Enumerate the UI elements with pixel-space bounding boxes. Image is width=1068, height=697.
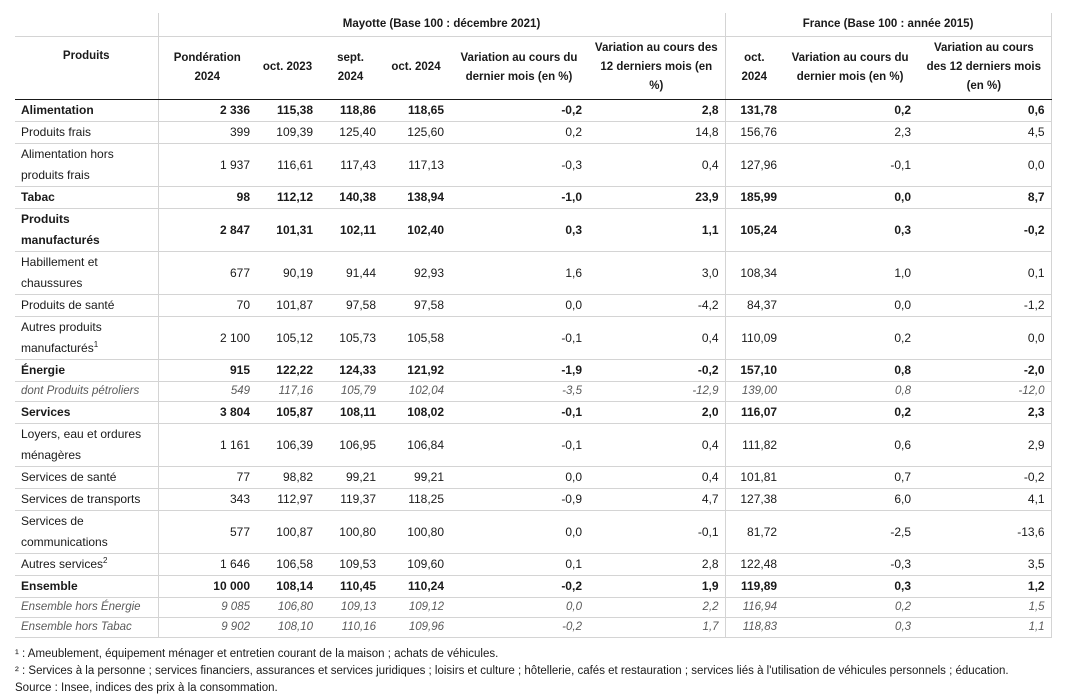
row-label-text: Tabac	[21, 190, 55, 204]
cell-value: 1 937	[158, 144, 256, 187]
cell-value: 1,1	[917, 618, 1051, 638]
cell-value: 109,39	[256, 122, 319, 144]
cell-value: 106,58	[256, 554, 319, 576]
row-label	[15, 618, 158, 638]
cell-value: 122,22	[256, 360, 319, 382]
table-row	[15, 122, 1051, 144]
cell-value: -0,2	[917, 209, 1051, 252]
cell-value: 105,58	[382, 317, 450, 360]
row-label-text: Produits manufacturés	[21, 212, 100, 247]
cell-value: 9 902	[158, 618, 256, 638]
cell-value: 9 085	[158, 598, 256, 618]
table-body	[15, 100, 1051, 638]
row-label	[15, 554, 158, 576]
cell-value: 4,7	[588, 489, 725, 511]
cell-value: 121,92	[382, 360, 450, 382]
cell-value: 1,9	[588, 576, 725, 598]
row-label-text: Énergie	[21, 363, 66, 377]
cell-value: 118,83	[725, 618, 783, 638]
table-header	[15, 13, 1051, 100]
column-header-produits: Produits	[15, 37, 158, 100]
cell-value: 116,07	[725, 402, 783, 424]
cell-value: 399	[158, 122, 256, 144]
column-header-oct-2024-france: oct. 2024	[725, 37, 783, 100]
cell-value: 0,0	[783, 295, 917, 317]
cell-value: -12,9	[588, 382, 725, 402]
row-label-text: dont Produits pétroliers	[21, 385, 140, 397]
row-label	[15, 144, 158, 187]
cell-value: -0,2	[917, 467, 1051, 489]
cell-value: 105,73	[319, 317, 382, 360]
table-container	[15, 13, 1051, 697]
row-label-text: Alimentation	[21, 103, 94, 117]
cell-value: 110,16	[319, 618, 382, 638]
cell-value: 112,97	[256, 489, 319, 511]
cell-value: -0,2	[450, 100, 588, 122]
cell-value: 84,37	[725, 295, 783, 317]
column-header-sept-2024: sept. 2024	[319, 37, 382, 100]
cell-value: -3,5	[450, 382, 588, 402]
cell-value: 677	[158, 252, 256, 295]
cell-value: 127,38	[725, 489, 783, 511]
cell-value: -0,1	[450, 424, 588, 467]
column-header-variation-mois-france: Variation au cours du dernier mois (en %)	[783, 37, 917, 100]
cell-value: 115,38	[256, 100, 319, 122]
table-row	[15, 554, 1051, 576]
row-label	[15, 187, 158, 209]
cell-value: 1 161	[158, 424, 256, 467]
cell-value: 100,80	[382, 511, 450, 554]
cell-value: 91,44	[319, 252, 382, 295]
row-label	[15, 424, 158, 467]
cell-value: 117,16	[256, 382, 319, 402]
cell-value: 0,3	[783, 618, 917, 638]
cell-value: 2,8	[588, 100, 725, 122]
cell-value: -0,1	[450, 402, 588, 424]
cell-value: 2 336	[158, 100, 256, 122]
row-label	[15, 598, 158, 618]
cell-value: 108,14	[256, 576, 319, 598]
cell-value: 109,60	[382, 554, 450, 576]
cell-value: 139,00	[725, 382, 783, 402]
row-label	[15, 100, 158, 122]
header-spacer	[15, 13, 158, 37]
cell-value: 125,60	[382, 122, 450, 144]
row-label	[15, 295, 158, 317]
row-label	[15, 360, 158, 382]
cell-value: 101,87	[256, 295, 319, 317]
cell-value: 108,11	[319, 402, 382, 424]
cell-value: 0,4	[588, 317, 725, 360]
row-label-text: Services	[21, 405, 71, 419]
cell-value: 1,7	[588, 618, 725, 638]
cell-value: 0,1	[917, 252, 1051, 295]
cell-value: 100,87	[256, 511, 319, 554]
footnote-marker: 1	[93, 340, 99, 349]
cell-value: 81,72	[725, 511, 783, 554]
cell-value: 0,0	[450, 598, 588, 618]
cell-value: 106,84	[382, 424, 450, 467]
column-header-oct-2023: oct. 2023	[256, 37, 319, 100]
cell-value: 122,48	[725, 554, 783, 576]
cell-value: 0,0	[783, 187, 917, 209]
row-label	[15, 402, 158, 424]
cell-value: 140,38	[319, 187, 382, 209]
cell-value: -2,5	[783, 511, 917, 554]
cell-value: 14,8	[588, 122, 725, 144]
cell-value: 108,02	[382, 402, 450, 424]
cell-value: 2 100	[158, 317, 256, 360]
table-row	[15, 576, 1051, 598]
cell-value: 111,82	[725, 424, 783, 467]
cell-value: 101,81	[725, 467, 783, 489]
table-row	[15, 467, 1051, 489]
cell-value: 1 646	[158, 554, 256, 576]
table-row	[15, 252, 1051, 295]
table-row	[15, 144, 1051, 187]
cell-value: 0,2	[783, 317, 917, 360]
row-label-text: Ensemble	[21, 579, 78, 593]
cell-value: 99,21	[319, 467, 382, 489]
cell-value: 2 847	[158, 209, 256, 252]
row-label-text: Services de transports	[21, 492, 141, 506]
cell-value: 101,31	[256, 209, 319, 252]
cell-value: -0,3	[783, 554, 917, 576]
cell-value: 549	[158, 382, 256, 402]
cell-value: -0,2	[450, 618, 588, 638]
row-label-text: Produits frais	[21, 125, 92, 139]
cell-value: 105,12	[256, 317, 319, 360]
row-label-text: Services de santé	[21, 470, 117, 484]
cell-value: 1,0	[783, 252, 917, 295]
cell-value: 118,86	[319, 100, 382, 122]
cell-value: 0,0	[917, 317, 1051, 360]
cell-value: 70	[158, 295, 256, 317]
cell-value: 105,87	[256, 402, 319, 424]
cell-value: 105,79	[319, 382, 382, 402]
cell-value: 109,13	[319, 598, 382, 618]
cell-value: 112,12	[256, 187, 319, 209]
table-row	[15, 402, 1051, 424]
group-header-row	[15, 13, 1051, 37]
row-label-text: Autres produits manufacturés	[21, 320, 102, 355]
cell-value: -0,2	[588, 360, 725, 382]
cell-value: 116,94	[725, 598, 783, 618]
cell-value: 156,76	[725, 122, 783, 144]
column-header-ponderation: Pondération 2024	[158, 37, 256, 100]
cell-value: 8,7	[917, 187, 1051, 209]
cell-value: 98	[158, 187, 256, 209]
cell-value: 0,7	[783, 467, 917, 489]
cell-value: 0,1	[450, 554, 588, 576]
cell-value: 0,0	[450, 467, 588, 489]
cell-value: 98,82	[256, 467, 319, 489]
cell-value: 110,45	[319, 576, 382, 598]
footnote-2: ² : Services à la personne ; services financiers, assurances et services juridiques ; loisirs et culture ; hôtellerie, cafés et restauration ; services liés à l'utilisation de véhicules personnels ; éducation.	[15, 665, 1009, 677]
cell-value: 90,19	[256, 252, 319, 295]
cell-value: 343	[158, 489, 256, 511]
row-label-text: Habillement et chaussures	[21, 255, 98, 290]
cell-value: 4,1	[917, 489, 1051, 511]
cell-value: 117,13	[382, 144, 450, 187]
cell-value: 1,5	[917, 598, 1051, 618]
cell-value: -1,2	[917, 295, 1051, 317]
cell-value: 108,10	[256, 618, 319, 638]
cell-value: -0,3	[450, 144, 588, 187]
cell-value: 3,0	[588, 252, 725, 295]
row-label	[15, 511, 158, 554]
cell-value: 3,5	[917, 554, 1051, 576]
row-label	[15, 382, 158, 402]
cell-value: 157,10	[725, 360, 783, 382]
cell-value: 109,53	[319, 554, 382, 576]
table-row	[15, 489, 1051, 511]
cell-value: 106,95	[319, 424, 382, 467]
cell-value: 138,94	[382, 187, 450, 209]
cell-value: -4,2	[588, 295, 725, 317]
cell-value: -13,6	[917, 511, 1051, 554]
cell-value: 6,0	[783, 489, 917, 511]
cell-value: 2,3	[917, 402, 1051, 424]
cell-value: 92,93	[382, 252, 450, 295]
cell-value: 1,2	[917, 576, 1051, 598]
cell-value: 0,2	[783, 598, 917, 618]
row-label	[15, 317, 158, 360]
cell-value: 0,8	[783, 382, 917, 402]
row-label-text: Produits de santé	[21, 298, 115, 312]
cell-value: -12,0	[917, 382, 1051, 402]
table-row	[15, 511, 1051, 554]
column-header-variation-12-mois-france: Variation au cours des 12 derniers mois (en %)	[917, 37, 1051, 100]
row-label	[15, 209, 158, 252]
cell-value: 2,2	[588, 598, 725, 618]
cell-value: 125,40	[319, 122, 382, 144]
cell-value: 0,0	[917, 144, 1051, 187]
cell-value: 1,1	[588, 209, 725, 252]
cell-value: 2,9	[917, 424, 1051, 467]
cell-value: 117,43	[319, 144, 382, 187]
cell-value: 185,99	[725, 187, 783, 209]
cell-value: 100,80	[319, 511, 382, 554]
row-label-text: Autres services	[21, 557, 104, 571]
cell-value: 0,3	[450, 209, 588, 252]
cell-value: 99,21	[382, 467, 450, 489]
cell-value: 2,0	[588, 402, 725, 424]
column-header-variation-mois-mayotte: Variation au cours du dernier mois (en %)	[450, 37, 588, 100]
cell-value: 105,24	[725, 209, 783, 252]
cell-value: 0,4	[588, 424, 725, 467]
row-label	[15, 467, 158, 489]
cell-value: 577	[158, 511, 256, 554]
cell-value: 124,33	[319, 360, 382, 382]
cell-value: 0,2	[783, 100, 917, 122]
row-label	[15, 122, 158, 144]
cell-value: 915	[158, 360, 256, 382]
cell-value: 10 000	[158, 576, 256, 598]
cell-value: 119,37	[319, 489, 382, 511]
table-row	[15, 424, 1051, 467]
cell-value: -0,9	[450, 489, 588, 511]
row-label	[15, 489, 158, 511]
cell-value: 0,6	[783, 424, 917, 467]
cell-value: -2,0	[917, 360, 1051, 382]
cell-value: -0,1	[588, 511, 725, 554]
cell-value: 102,40	[382, 209, 450, 252]
group-header-mayotte: Mayotte (Base 100 : décembre 2021)	[158, 13, 725, 37]
group-header-france: France (Base 100 : année 2015)	[725, 13, 1051, 37]
cell-value: 118,65	[382, 100, 450, 122]
cell-value: 2,3	[783, 122, 917, 144]
cell-value: 23,9	[588, 187, 725, 209]
price-index-table	[15, 13, 1052, 638]
cell-value: 116,61	[256, 144, 319, 187]
cell-value: 0,2	[783, 402, 917, 424]
cell-value: 106,39	[256, 424, 319, 467]
cell-value: 97,58	[382, 295, 450, 317]
cell-value: 109,12	[382, 598, 450, 618]
cell-value: 119,89	[725, 576, 783, 598]
cell-value: 2,8	[588, 554, 725, 576]
cell-value: 0,0	[450, 511, 588, 554]
source-note: Source : Insee, indices des prix à la consommation.	[15, 682, 278, 694]
row-label	[15, 252, 158, 295]
cell-value: 0,8	[783, 360, 917, 382]
cell-value: 118,25	[382, 489, 450, 511]
cell-value: -0,1	[450, 317, 588, 360]
cell-value: 106,80	[256, 598, 319, 618]
cell-value: 0,0	[450, 295, 588, 317]
footnote-1: ¹ : Ameublement, équipement ménager et entretien courant de la maison ; achats de véhicules.	[15, 648, 499, 660]
cell-value: -0,2	[450, 576, 588, 598]
column-header-row	[15, 37, 1051, 100]
cell-value: 0,3	[783, 576, 917, 598]
cell-value: 0,6	[917, 100, 1051, 122]
cell-value: 4,5	[917, 122, 1051, 144]
cell-value: 110,09	[725, 317, 783, 360]
cell-value: 102,04	[382, 382, 450, 402]
table-row	[15, 598, 1051, 618]
column-header-oct-2024-mayotte: oct. 2024	[382, 37, 450, 100]
cell-value: 127,96	[725, 144, 783, 187]
cell-value: 110,24	[382, 576, 450, 598]
table-row	[15, 317, 1051, 360]
cell-value: 0,3	[783, 209, 917, 252]
row-label-text: Alimentation hors produits frais	[21, 147, 114, 182]
row-label	[15, 576, 158, 598]
table-row	[15, 382, 1051, 402]
cell-value: 97,58	[319, 295, 382, 317]
table-row	[15, 209, 1051, 252]
cell-value: -1,0	[450, 187, 588, 209]
cell-value: 131,78	[725, 100, 783, 122]
row-label-text: Services de communications	[21, 514, 108, 549]
row-label-text: Ensemble hors Énergie	[21, 601, 141, 613]
column-header-variation-12-mois-mayotte: Variation au cours des 12 derniers mois (en %)	[588, 37, 725, 100]
table-row	[15, 187, 1051, 209]
cell-value: 109,96	[382, 618, 450, 638]
cell-value: 108,34	[725, 252, 783, 295]
cell-value: 0,4	[588, 144, 725, 187]
row-label-text: Ensemble hors Tabac	[21, 621, 132, 633]
cell-value: -1,9	[450, 360, 588, 382]
row-label-text: Loyers, eau et ordures ménagères	[21, 427, 142, 462]
table-row	[15, 100, 1051, 122]
cell-value: 0,2	[450, 122, 588, 144]
footnotes	[15, 646, 1051, 697]
table-row	[15, 618, 1051, 638]
cell-value: 3 804	[158, 402, 256, 424]
cell-value: 0,4	[588, 467, 725, 489]
cell-value: 1,6	[450, 252, 588, 295]
footnote-marker: 2	[103, 556, 108, 565]
cell-value: 102,11	[319, 209, 382, 252]
table-row	[15, 360, 1051, 382]
cell-value: -0,1	[783, 144, 917, 187]
cell-value: 77	[158, 467, 256, 489]
table-row	[15, 295, 1051, 317]
